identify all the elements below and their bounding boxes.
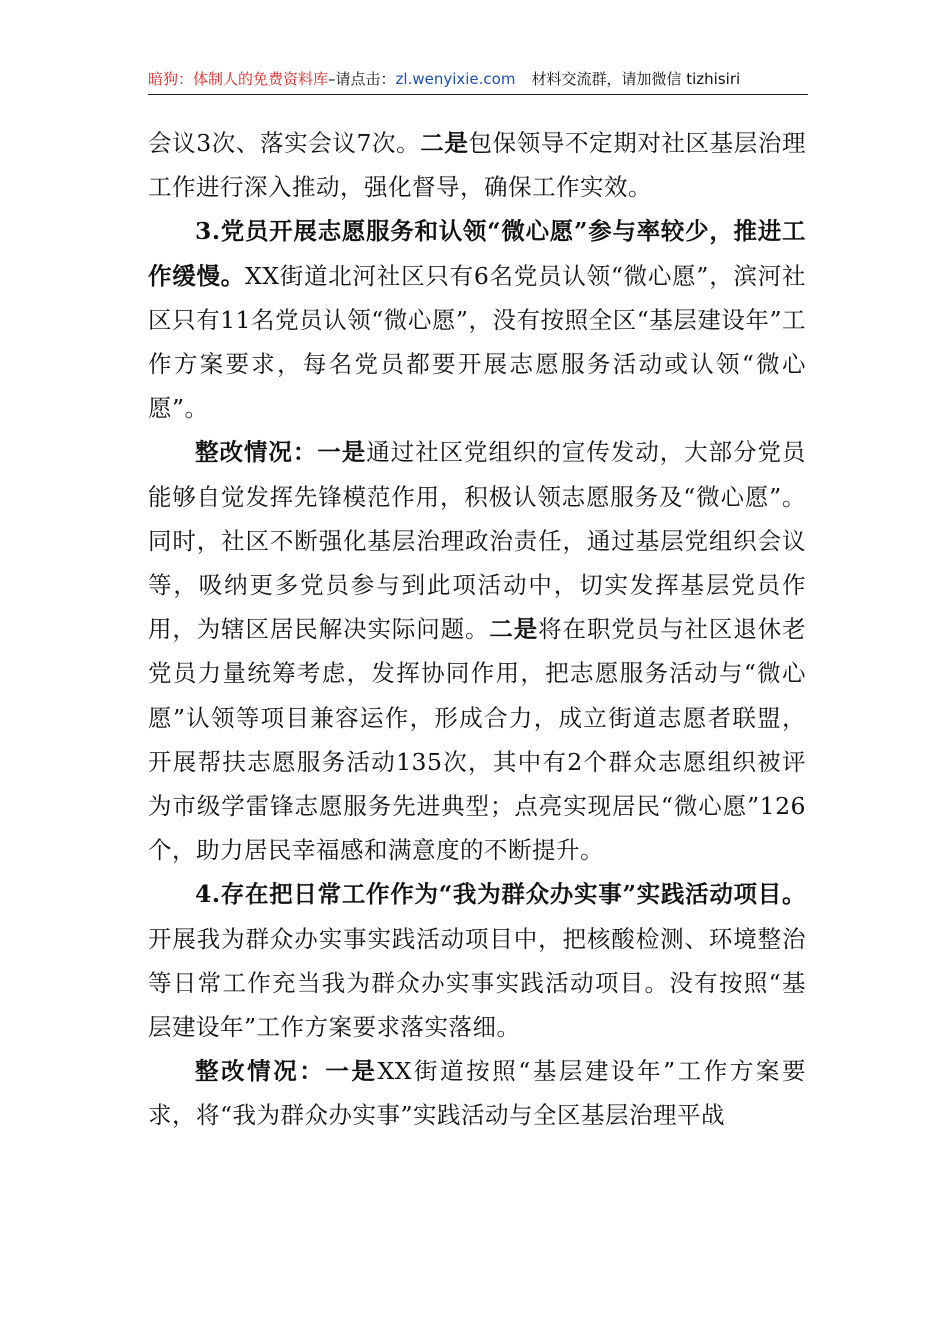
paragraph-2-text: XX街道北河社区只有6名党员认领“微心愿”，滨河社区只有11名党员认领“微心愿”，没有按照全区“基层建设年”工作方案要求，每名党员都要开展志愿服务活动或认领“微心愿”。: [148, 261, 806, 423]
document-body: [148, 121, 806, 1138]
paragraph-1-text-2: 包保领导不定期对社区基层治理工作进行深入推动，强化督导，确保工作实效。: [148, 129, 807, 202]
paragraph-1-text-1: 会议3次、落实会议7次。: [148, 129, 421, 157]
paragraph-4: [148, 872, 806, 1049]
paragraph-3-text-1: 通过社区党组织的宣传发动，大部分党员能够自觉发挥先锋模范作用，积极认领志愿服务及“微心愿”。同时，社区不断强化基层治理政治责任，通过基层党组织会议等，吸纳更多党员参与到此项活动中，切实发挥基层党员作用，为辖区居民解决实际问题。: [148, 438, 807, 644]
header-brand: 暗狗：体制人的免费资料库: [148, 70, 329, 88]
paragraph-2-heading: 3.党员开展志愿服务和认领“微心愿”参与率较少，推进工作缓慢。: [148, 217, 806, 290]
paragraph-5-text: XX街道按照“基层建设年”工作方案要求，将“我为群众办实事”实践活动与全区基层治理平战: [148, 1057, 806, 1130]
paragraph-4-text: 开展我为群众办实事实践活动项目中，把核酸检测、环境整治等日常工作充当我为群众办实事实践活动项目。没有按照“基层建设年”工作方案要求落实落细。: [148, 924, 806, 1042]
paragraph-5-bold-1: 整改情况：一是: [195, 1057, 378, 1086]
header-group-note: 材料交流群，请加微信 tizhisiri: [531, 70, 741, 88]
paragraph-3-bold-1: 整改情况：一是: [195, 438, 367, 467]
paragraph-1: [148, 121, 806, 209]
paragraph-1-bold-1: 二是: [420, 129, 469, 157]
header-click-prefix: –请点击：: [328, 70, 396, 88]
paragraph-3: [148, 430, 806, 872]
paragraph-3-text-2: 将在职党员与社区退休老党员力量统筹考虑，发挥协同作用，把志愿服务活动与“微心愿”认领等项目兼容运作，形成合力，成立街道志愿者联盟，开展帮扶志愿服务活动135次，其中有2个群众志愿组织被评为市级学雷锋志愿服务先进典型；点亮实现居民“微心愿”126个，助力居民幸福感和满意度的不断提升。: [148, 615, 807, 865]
paragraph-5: [148, 1049, 806, 1137]
page-header: [148, 66, 808, 95]
header-url-link[interactable]: zl.wenyixie.com: [395, 70, 516, 88]
paragraph-3-bold-2: 二是: [489, 615, 539, 644]
paragraph-2: [148, 209, 806, 430]
paragraph-4-heading: 4.存在把日常工作作为“我为群众办实事”实践活动项目。: [195, 880, 806, 909]
